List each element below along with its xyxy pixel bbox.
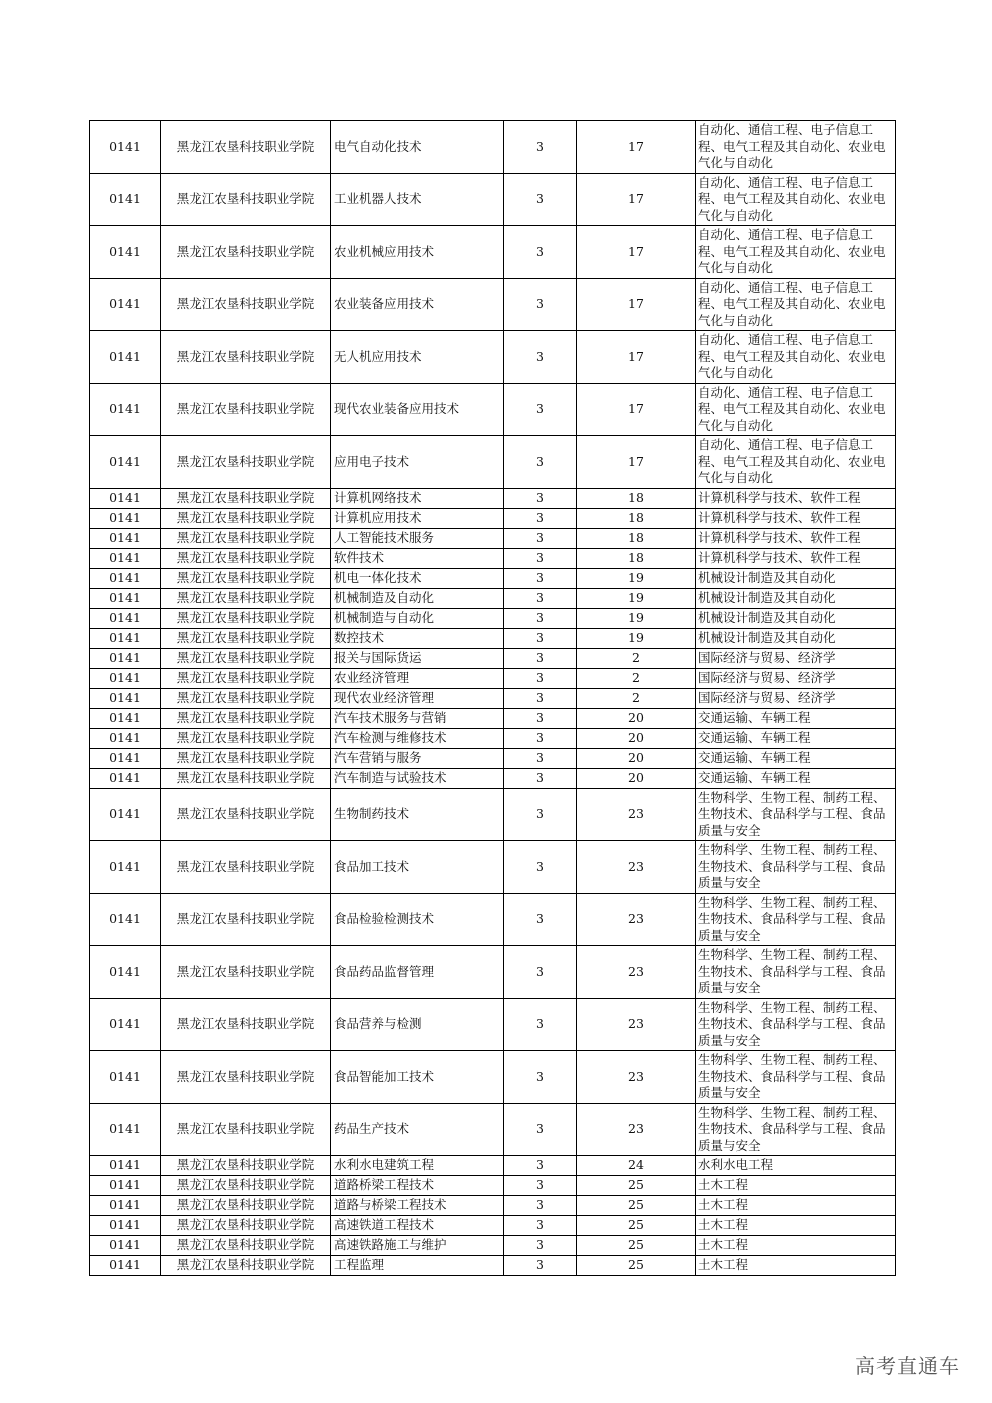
undergrad-major-cell: 自动化、通信工程、电子信息工程、电气工程及其自动化、农业电气化与自动化	[696, 173, 896, 226]
group-number-cell: 17	[577, 121, 696, 174]
study-years-cell: 3	[504, 278, 577, 331]
institution-code-cell: 0141	[90, 841, 161, 894]
undergrad-major-cell: 机械设计制造及其自动化	[696, 568, 896, 588]
undergrad-major-cell: 自动化、通信工程、电子信息工程、电气工程及其自动化、农业电气化与自动化	[696, 331, 896, 384]
table-row	[90, 946, 896, 999]
school-name-cell: 黑龙江农垦科技职业学院	[161, 121, 331, 174]
table-row	[90, 528, 896, 548]
vocational-major-cell: 机械制造与自动化	[331, 608, 504, 628]
group-number-cell: 2	[577, 648, 696, 668]
institution-code-cell: 0141	[90, 708, 161, 728]
vocational-major-cell: 现代农业装备应用技术	[331, 383, 504, 436]
table-row	[90, 226, 896, 279]
study-years-cell: 3	[504, 508, 577, 528]
undergrad-major-cell: 交通运输、车辆工程	[696, 748, 896, 768]
study-years-cell: 3	[504, 998, 577, 1051]
vocational-major-cell: 食品药品监督管理	[331, 946, 504, 999]
undergrad-major-cell: 计算机科学与技术、软件工程	[696, 488, 896, 508]
table-row	[90, 668, 896, 688]
institution-code-cell: 0141	[90, 788, 161, 841]
study-years-cell: 3	[504, 946, 577, 999]
undergrad-major-cell: 交通运输、车辆工程	[696, 768, 896, 788]
table-row	[90, 998, 896, 1051]
study-years-cell: 3	[504, 628, 577, 648]
institution-code-cell: 0141	[90, 173, 161, 226]
institution-code-cell: 0141	[90, 331, 161, 384]
institution-code-cell: 0141	[90, 648, 161, 668]
table-row	[90, 548, 896, 568]
school-name-cell: 黑龙江农垦科技职业学院	[161, 1236, 331, 1256]
group-number-cell: 19	[577, 628, 696, 648]
vocational-major-cell: 汽车营销与服务	[331, 748, 504, 768]
institution-code-cell: 0141	[90, 668, 161, 688]
group-number-cell: 23	[577, 788, 696, 841]
institution-code-cell: 0141	[90, 588, 161, 608]
vocational-major-cell: 农业装备应用技术	[331, 278, 504, 331]
study-years-cell: 3	[504, 648, 577, 668]
table-row	[90, 568, 896, 588]
group-number-cell: 23	[577, 946, 696, 999]
school-name-cell: 黑龙江农垦科技职业学院	[161, 728, 331, 748]
undergrad-major-cell: 自动化、通信工程、电子信息工程、电气工程及其自动化、农业电气化与自动化	[696, 121, 896, 174]
institution-code-cell: 0141	[90, 121, 161, 174]
study-years-cell: 3	[504, 121, 577, 174]
study-years-cell: 3	[504, 528, 577, 548]
study-years-cell: 3	[504, 768, 577, 788]
school-name-cell: 黑龙江农垦科技职业学院	[161, 436, 331, 489]
group-number-cell: 23	[577, 1051, 696, 1104]
institution-code-cell: 0141	[90, 728, 161, 748]
group-number-cell: 20	[577, 728, 696, 748]
institution-code-cell: 0141	[90, 688, 161, 708]
school-name-cell: 黑龙江农垦科技职业学院	[161, 173, 331, 226]
vocational-major-cell: 农业机械应用技术	[331, 226, 504, 279]
institution-code-cell: 0141	[90, 436, 161, 489]
study-years-cell: 3	[504, 788, 577, 841]
school-name-cell: 黑龙江农垦科技职业学院	[161, 998, 331, 1051]
school-name-cell: 黑龙江农垦科技职业学院	[161, 488, 331, 508]
institution-code-cell: 0141	[90, 1196, 161, 1216]
group-number-cell: 25	[577, 1196, 696, 1216]
undergrad-major-cell: 土木工程	[696, 1176, 896, 1196]
institution-code-cell: 0141	[90, 1051, 161, 1104]
school-name-cell: 黑龙江农垦科技职业学院	[161, 1156, 331, 1176]
undergrad-major-cell: 自动化、通信工程、电子信息工程、电气工程及其自动化、农业电气化与自动化	[696, 383, 896, 436]
school-name-cell: 黑龙江农垦科技职业学院	[161, 383, 331, 436]
undergrad-major-cell: 土木工程	[696, 1216, 896, 1236]
school-name-cell: 黑龙江农垦科技职业学院	[161, 1051, 331, 1104]
group-number-cell: 25	[577, 1216, 696, 1236]
undergrad-major-cell: 土木工程	[696, 1196, 896, 1216]
group-number-cell: 20	[577, 708, 696, 728]
undergrad-major-cell: 土木工程	[696, 1236, 896, 1256]
table-row	[90, 1216, 896, 1236]
school-name-cell: 黑龙江农垦科技职业学院	[161, 648, 331, 668]
table-row	[90, 728, 896, 748]
undergrad-major-cell: 生物科学、生物工程、制药工程、生物技术、食品科学与工程、食品质量与安全	[696, 893, 896, 946]
group-number-cell: 2	[577, 668, 696, 688]
vocational-major-cell: 数控技术	[331, 628, 504, 648]
vocational-major-cell: 机电一体化技术	[331, 568, 504, 588]
table-row	[90, 893, 896, 946]
table-row	[90, 708, 896, 728]
study-years-cell: 3	[504, 548, 577, 568]
group-number-cell: 17	[577, 278, 696, 331]
institution-code-cell: 0141	[90, 608, 161, 628]
vocational-major-cell: 电气自动化技术	[331, 121, 504, 174]
vocational-major-cell: 食品营养与检测	[331, 998, 504, 1051]
group-number-cell: 24	[577, 1156, 696, 1176]
study-years-cell: 3	[504, 728, 577, 748]
vocational-major-cell: 道路与桥梁工程技术	[331, 1196, 504, 1216]
undergrad-major-cell: 机械设计制造及其自动化	[696, 588, 896, 608]
table-row	[90, 1103, 896, 1156]
undergrad-major-cell: 国际经济与贸易、经济学	[696, 668, 896, 688]
study-years-cell: 3	[504, 568, 577, 588]
study-years-cell: 3	[504, 1103, 577, 1156]
group-number-cell: 25	[577, 1236, 696, 1256]
table-row	[90, 788, 896, 841]
vocational-major-cell: 机械制造及自动化	[331, 588, 504, 608]
undergrad-major-cell: 自动化、通信工程、电子信息工程、电气工程及其自动化、农业电气化与自动化	[696, 278, 896, 331]
table-row	[90, 331, 896, 384]
school-name-cell: 黑龙江农垦科技职业学院	[161, 1103, 331, 1156]
vocational-major-cell: 无人机应用技术	[331, 331, 504, 384]
table-body	[90, 121, 896, 1276]
study-years-cell: 3	[504, 748, 577, 768]
group-number-cell: 18	[577, 508, 696, 528]
group-number-cell: 19	[577, 588, 696, 608]
institution-code-cell: 0141	[90, 508, 161, 528]
group-number-cell: 18	[577, 548, 696, 568]
institution-code-cell: 0141	[90, 893, 161, 946]
vocational-major-cell: 汽车制造与试验技术	[331, 768, 504, 788]
vocational-major-cell: 工业机器人技术	[331, 173, 504, 226]
group-number-cell: 17	[577, 436, 696, 489]
vocational-major-cell: 食品加工技术	[331, 841, 504, 894]
study-years-cell: 3	[504, 331, 577, 384]
study-years-cell: 3	[504, 588, 577, 608]
vocational-major-cell: 生物制药技术	[331, 788, 504, 841]
group-number-cell: 18	[577, 528, 696, 548]
undergrad-major-cell: 土木工程	[696, 1256, 896, 1276]
institution-code-cell: 0141	[90, 528, 161, 548]
group-number-cell: 18	[577, 488, 696, 508]
vocational-major-cell: 食品检验检测技术	[331, 893, 504, 946]
vocational-major-cell: 道路桥梁工程技术	[331, 1176, 504, 1196]
watermark-text: 高考直通车	[855, 1354, 960, 1378]
table-row	[90, 383, 896, 436]
study-years-cell: 3	[504, 1256, 577, 1276]
group-number-cell: 23	[577, 841, 696, 894]
study-years-cell: 3	[504, 1196, 577, 1216]
table-row	[90, 1196, 896, 1216]
school-name-cell: 黑龙江农垦科技职业学院	[161, 608, 331, 628]
undergrad-major-cell: 自动化、通信工程、电子信息工程、电气工程及其自动化、农业电气化与自动化	[696, 226, 896, 279]
vocational-major-cell: 工程监理	[331, 1256, 504, 1276]
institution-code-cell: 0141	[90, 1216, 161, 1236]
table-row	[90, 841, 896, 894]
institution-code-cell: 0141	[90, 383, 161, 436]
undergrad-major-cell: 生物科学、生物工程、制药工程、生物技术、食品科学与工程、食品质量与安全	[696, 788, 896, 841]
institution-code-cell: 0141	[90, 748, 161, 768]
institution-code-cell: 0141	[90, 1156, 161, 1176]
vocational-major-cell: 计算机网络技术	[331, 488, 504, 508]
school-name-cell: 黑龙江农垦科技职业学院	[161, 588, 331, 608]
study-years-cell: 3	[504, 668, 577, 688]
table-row	[90, 748, 896, 768]
study-years-cell: 3	[504, 383, 577, 436]
undergrad-major-cell: 生物科学、生物工程、制药工程、生物技术、食品科学与工程、食品质量与安全	[696, 1051, 896, 1104]
table-row	[90, 1156, 896, 1176]
study-years-cell: 3	[504, 436, 577, 489]
table-row	[90, 508, 896, 528]
group-number-cell: 25	[577, 1256, 696, 1276]
undergrad-major-cell: 国际经济与贸易、经济学	[696, 648, 896, 668]
group-number-cell: 20	[577, 748, 696, 768]
table-row	[90, 1256, 896, 1276]
vocational-major-cell: 水利水电建筑工程	[331, 1156, 504, 1176]
school-name-cell: 黑龙江农垦科技职业学院	[161, 508, 331, 528]
undergrad-major-cell: 生物科学、生物工程、制药工程、生物技术、食品科学与工程、食品质量与安全	[696, 946, 896, 999]
undergrad-major-cell: 计算机科学与技术、软件工程	[696, 508, 896, 528]
undergrad-major-cell: 计算机科学与技术、软件工程	[696, 528, 896, 548]
study-years-cell: 3	[504, 1216, 577, 1236]
group-number-cell: 2	[577, 688, 696, 708]
institution-code-cell: 0141	[90, 488, 161, 508]
undergrad-major-cell: 自动化、通信工程、电子信息工程、电气工程及其自动化、农业电气化与自动化	[696, 436, 896, 489]
school-name-cell: 黑龙江农垦科技职业学院	[161, 768, 331, 788]
school-name-cell: 黑龙江农垦科技职业学院	[161, 1176, 331, 1196]
study-years-cell: 3	[504, 841, 577, 894]
study-years-cell: 3	[504, 1176, 577, 1196]
table-row	[90, 608, 896, 628]
undergrad-major-cell: 国际经济与贸易、经济学	[696, 688, 896, 708]
undergrad-major-cell: 机械设计制造及其自动化	[696, 608, 896, 628]
study-years-cell: 3	[504, 1236, 577, 1256]
group-number-cell: 19	[577, 568, 696, 588]
vocational-major-cell: 农业经济管理	[331, 668, 504, 688]
school-name-cell: 黑龙江农垦科技职业学院	[161, 278, 331, 331]
group-number-cell: 19	[577, 608, 696, 628]
group-number-cell: 17	[577, 383, 696, 436]
study-years-cell: 3	[504, 173, 577, 226]
group-number-cell: 23	[577, 893, 696, 946]
institution-code-cell: 0141	[90, 1176, 161, 1196]
school-name-cell: 黑龙江农垦科技职业学院	[161, 548, 331, 568]
vocational-major-cell: 高速铁道工程技术	[331, 1216, 504, 1236]
institution-code-cell: 0141	[90, 1103, 161, 1156]
study-years-cell: 3	[504, 488, 577, 508]
vocational-major-cell: 汽车检测与维修技术	[331, 728, 504, 748]
table-row	[90, 1176, 896, 1196]
study-years-cell: 3	[504, 1156, 577, 1176]
school-name-cell: 黑龙江农垦科技职业学院	[161, 226, 331, 279]
group-number-cell: 17	[577, 173, 696, 226]
institution-code-cell: 0141	[90, 628, 161, 648]
school-name-cell: 黑龙江农垦科技职业学院	[161, 748, 331, 768]
group-number-cell: 23	[577, 1103, 696, 1156]
institution-code-cell: 0141	[90, 568, 161, 588]
group-number-cell: 17	[577, 226, 696, 279]
undergrad-major-cell: 生物科学、生物工程、制药工程、生物技术、食品科学与工程、食品质量与安全	[696, 1103, 896, 1156]
school-name-cell: 黑龙江农垦科技职业学院	[161, 628, 331, 648]
study-years-cell: 3	[504, 1051, 577, 1104]
table-row	[90, 121, 896, 174]
school-name-cell: 黑龙江农垦科技职业学院	[161, 568, 331, 588]
table-row	[90, 768, 896, 788]
table-row	[90, 173, 896, 226]
school-name-cell: 黑龙江农垦科技职业学院	[161, 1216, 331, 1236]
undergrad-major-cell: 机械设计制造及其自动化	[696, 628, 896, 648]
table-row	[90, 588, 896, 608]
school-name-cell: 黑龙江农垦科技职业学院	[161, 688, 331, 708]
school-name-cell: 黑龙江农垦科技职业学院	[161, 841, 331, 894]
table-row	[90, 648, 896, 668]
school-name-cell: 黑龙江农垦科技职业学院	[161, 708, 331, 728]
school-name-cell: 黑龙江农垦科技职业学院	[161, 788, 331, 841]
study-years-cell: 3	[504, 708, 577, 728]
institution-code-cell: 0141	[90, 278, 161, 331]
vocational-major-cell: 报关与国际货运	[331, 648, 504, 668]
school-name-cell: 黑龙江农垦科技职业学院	[161, 668, 331, 688]
vocational-major-cell: 药品生产技术	[331, 1103, 504, 1156]
table-row	[90, 436, 896, 489]
vocational-major-cell: 汽车技术服务与营销	[331, 708, 504, 728]
major-mapping-table	[89, 120, 896, 1276]
school-name-cell: 黑龙江农垦科技职业学院	[161, 946, 331, 999]
undergrad-major-cell: 交通运输、车辆工程	[696, 708, 896, 728]
institution-code-cell: 0141	[90, 226, 161, 279]
school-name-cell: 黑龙江农垦科技职业学院	[161, 893, 331, 946]
institution-code-cell: 0141	[90, 548, 161, 568]
institution-code-cell: 0141	[90, 1236, 161, 1256]
vocational-major-cell: 食品智能加工技术	[331, 1051, 504, 1104]
table-row	[90, 628, 896, 648]
undergrad-major-cell: 生物科学、生物工程、制药工程、生物技术、食品科学与工程、食品质量与安全	[696, 841, 896, 894]
undergrad-major-cell: 生物科学、生物工程、制药工程、生物技术、食品科学与工程、食品质量与安全	[696, 998, 896, 1051]
table-row	[90, 488, 896, 508]
institution-code-cell: 0141	[90, 1256, 161, 1276]
school-name-cell: 黑龙江农垦科技职业学院	[161, 1256, 331, 1276]
school-name-cell: 黑龙江农垦科技职业学院	[161, 1196, 331, 1216]
vocational-major-cell: 软件技术	[331, 548, 504, 568]
undergrad-major-cell: 计算机科学与技术、软件工程	[696, 548, 896, 568]
group-number-cell: 17	[577, 331, 696, 384]
vocational-major-cell: 计算机应用技术	[331, 508, 504, 528]
table-row	[90, 688, 896, 708]
table-row	[90, 1051, 896, 1104]
study-years-cell: 3	[504, 688, 577, 708]
institution-code-cell: 0141	[90, 998, 161, 1051]
group-number-cell: 25	[577, 1176, 696, 1196]
school-name-cell: 黑龙江农垦科技职业学院	[161, 528, 331, 548]
study-years-cell: 3	[504, 226, 577, 279]
group-number-cell: 23	[577, 998, 696, 1051]
institution-code-cell: 0141	[90, 946, 161, 999]
undergrad-major-cell: 交通运输、车辆工程	[696, 728, 896, 748]
study-years-cell: 3	[504, 608, 577, 628]
institution-code-cell: 0141	[90, 768, 161, 788]
vocational-major-cell: 现代农业经济管理	[331, 688, 504, 708]
study-years-cell: 3	[504, 893, 577, 946]
group-number-cell: 20	[577, 768, 696, 788]
table-row	[90, 278, 896, 331]
undergrad-major-cell: 水利水电工程	[696, 1156, 896, 1176]
vocational-major-cell: 人工智能技术服务	[331, 528, 504, 548]
vocational-major-cell: 高速铁路施工与维护	[331, 1236, 504, 1256]
school-name-cell: 黑龙江农垦科技职业学院	[161, 331, 331, 384]
vocational-major-cell: 应用电子技术	[331, 436, 504, 489]
table-row	[90, 1236, 896, 1256]
